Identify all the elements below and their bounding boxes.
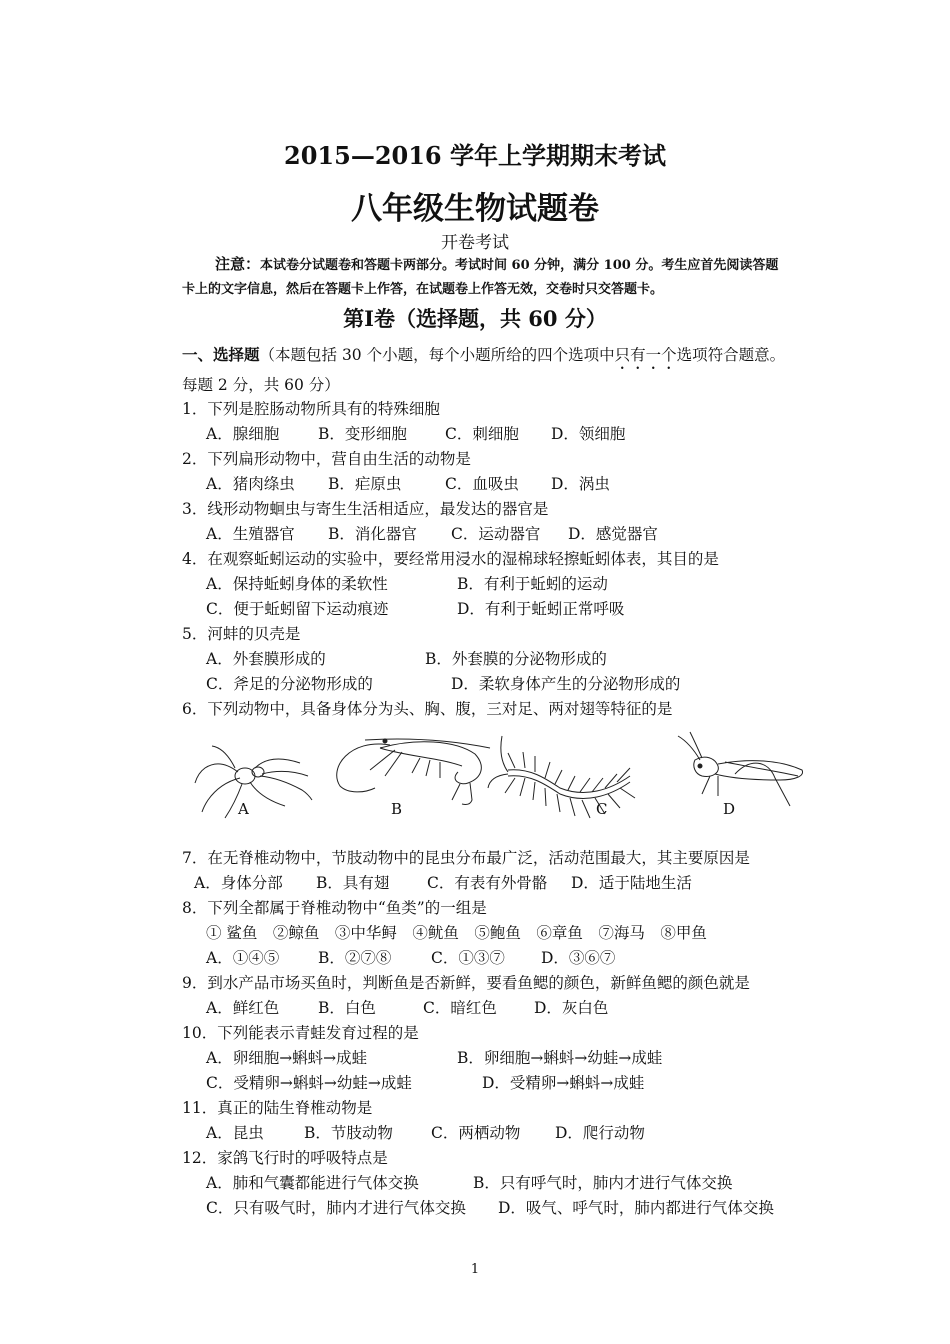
option: C．受精卵→蝌蚪→幼蛙→成蛙: [206, 1074, 412, 1092]
section-instructions-line2: 每题 2 分，共 60 分）: [182, 376, 340, 394]
option: B．卵细胞→蝌蚪→幼蛙→成蛙: [457, 1049, 663, 1067]
option: D．领细胞: [551, 425, 626, 443]
option: A．保持蚯蚓身体的柔软性: [206, 575, 388, 593]
option: C．斧足的分泌物形成的: [206, 675, 373, 693]
option: B．消化器官: [328, 525, 417, 543]
option: D．适于陆地生活: [571, 874, 692, 892]
option: A．生殖器官: [206, 525, 295, 543]
question-stem: 6．下列动物中，具备身体分为头、胸、腹，三对足、两对翅等特征的是: [182, 700, 673, 718]
option: C．有表有外骨骼: [427, 874, 548, 892]
option: A．外套膜形成的: [206, 650, 326, 668]
section-instructions: 一、选择题（本题包括 30 个小题，每个小题所给的四个选项中只有一个选项符合题意。: [182, 345, 786, 364]
grasshopper-drawing: [678, 732, 803, 806]
question-stem: 12．家鸽飞行时的呼吸特点是: [182, 1149, 388, 1167]
option: A．肺和气囊都能进行气体交换: [206, 1174, 419, 1192]
notice-line-1: 注意：本试卷分试题卷和答题卡两部分。考试时间 60 分钟，满分 100 分。考生应首先阅读答题: [215, 255, 779, 273]
exam-term-title: 2015—2016 学年上学期期末考试: [284, 141, 666, 170]
question-stem: 8．下列全都属于脊椎动物中“鱼类”的一组是: [182, 899, 487, 917]
option: B．变形细胞: [318, 425, 407, 443]
option: C．刺细胞: [445, 425, 519, 443]
option: B．节肢动物: [304, 1124, 393, 1142]
exam-type-subtitle: 开卷考试: [441, 233, 509, 253]
option: B．有利于蚯蚓的运动: [457, 575, 608, 593]
section-title: 第Ⅰ卷（选择题，共 60 分）: [343, 306, 607, 331]
question-stem: 9．到水产品市场买鱼时，判断鱼是否新鲜，要看鱼鳃的颜色，新鲜鱼鳃的颜色就是: [182, 974, 750, 992]
option: B．外套膜的分泌物形成的: [425, 650, 607, 668]
option: A．卵细胞→蝌蚪→成蛙: [206, 1049, 368, 1067]
option: C．暗红色: [423, 999, 497, 1017]
option: D．吸气、呼气时，肺内都进行气体交换: [498, 1199, 774, 1217]
option: B．疟原虫: [328, 475, 402, 493]
notice-label: 注意：: [215, 255, 261, 273]
figure-label-b: B: [391, 800, 403, 818]
option: D．灰白色: [534, 999, 609, 1017]
emphasis-text: 只有一个: [614, 346, 677, 364]
question-stem: 4．在观察蚯蚓运动的实验中，要经常用浸水的湿棉球轻擦蚯蚓体表，其目的是: [182, 550, 719, 568]
option: A．腺细胞: [206, 425, 280, 443]
option: A．鲜红色: [206, 999, 280, 1017]
option: C．运动器官: [451, 525, 541, 543]
option: C．便于蚯蚓留下运动痕迹: [206, 600, 389, 618]
figure-label-c: C: [596, 800, 608, 818]
question-stem: 3．线形动物蛔虫与寄生生活相适应，最发达的器官是: [182, 500, 549, 518]
option: D．爬行动物: [555, 1124, 645, 1142]
option: C．只有吸气时，肺内才进行气体交换: [206, 1199, 466, 1217]
option: C．血吸虫: [445, 475, 519, 493]
question-stem: 5．河蚌的贝壳是: [182, 625, 301, 643]
option: D．有利于蚯蚓正常呼吸: [457, 600, 625, 618]
option: D．柔软身体产生的分泌物形成的: [451, 675, 681, 693]
spider-drawing: [195, 746, 312, 818]
option: A．猪肉绦虫: [206, 475, 295, 493]
option: B．②⑦⑧: [318, 949, 392, 967]
shrimp-drawing: [337, 739, 490, 805]
option: C．①③⑦: [431, 949, 505, 967]
figure-label-a: A: [238, 800, 249, 818]
exam-paper-title: 八年级生物试题卷: [351, 191, 599, 227]
option: D．感觉器官: [568, 525, 658, 543]
option: B．白色: [318, 999, 376, 1017]
option: D．③⑥⑦: [541, 949, 616, 967]
figure-label-d: D: [723, 800, 736, 818]
question-stem: 1．下列是腔肠动物所具有的特殊细胞: [182, 400, 440, 418]
option: B．只有呼气时，肺内才进行气体交换: [473, 1174, 733, 1192]
question-stem: 11．真正的陆生脊椎动物是: [182, 1099, 373, 1117]
option: B．具有翅: [316, 874, 390, 892]
question-stem: 7．在无脊椎动物中，节肢动物中的昆虫分布最广泛，活动范围最大，其主要原因是: [182, 849, 750, 867]
option: A．①④⑤: [206, 949, 280, 967]
option: D．受精卵→蝌蚪→成蛙: [482, 1074, 645, 1092]
centipede-drawing: [488, 736, 635, 818]
option: C．两栖动物: [431, 1124, 521, 1142]
question-stem: 2．下列扁形动物中，营自由生活的动物是: [182, 450, 471, 468]
part-label: 一、选择题: [182, 345, 260, 364]
option: A．身体分部: [194, 874, 283, 892]
page-number: 1: [470, 1262, 480, 1277]
item-list: ① 鲨鱼 ②鲸鱼 ③中华鲟 ④鱿鱼 ⑤鲍鱼 ⑥章鱼 ⑦海马 ⑧甲鱼: [206, 924, 707, 942]
option: A．昆虫: [206, 1124, 264, 1142]
notice-line-2: 卡上的文字信息，然后在答题卡上作答，在试题卷上作答无效，交卷时只交答题卡。: [182, 282, 664, 297]
question-stem: 10．下列能表示青蛙发育过程的是: [182, 1024, 419, 1042]
option: D．涡虫: [551, 475, 610, 493]
